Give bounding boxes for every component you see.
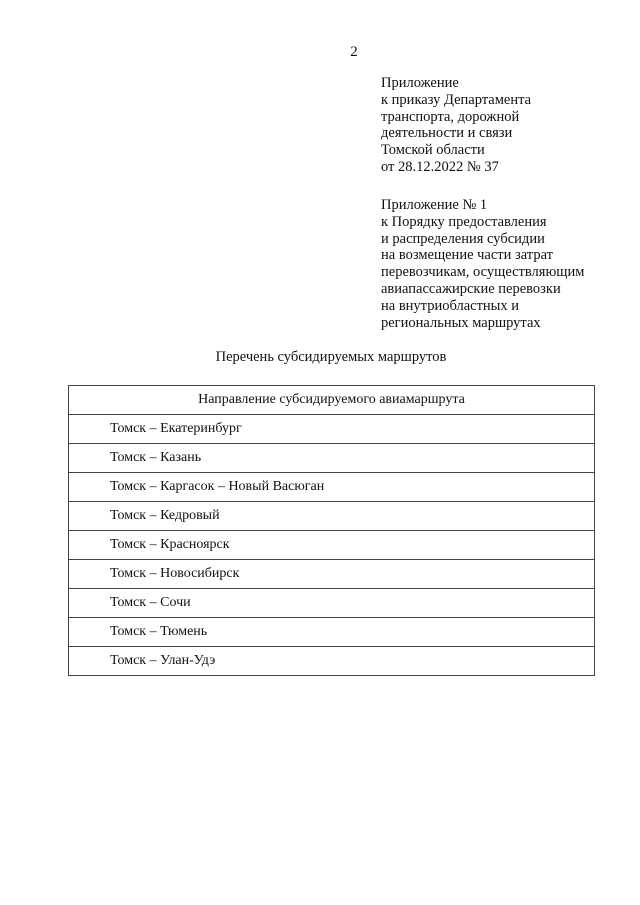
- annex-line: и распределения субсидии: [381, 230, 545, 247]
- table-header-cell: Направление субсидируемого авиамаршрута: [69, 386, 595, 415]
- appendix-line: Томской области: [381, 142, 485, 159]
- route-cell: Томск – Казань: [69, 444, 595, 473]
- annex-line: к Порядку предоставления: [381, 213, 547, 230]
- table-row: [69, 502, 595, 531]
- appendix-line: деятельности и связи: [381, 125, 513, 142]
- route-cell: Томск – Улан-Удэ: [69, 647, 595, 676]
- appendix-line: Приложение: [381, 75, 459, 91]
- annex-header: [381, 197, 584, 331]
- table-row: [69, 444, 595, 473]
- table-row: [69, 647, 595, 676]
- annex-line: Приложение № 1: [381, 197, 488, 213]
- route-cell: Томск – Сочи: [69, 589, 595, 618]
- table-row: [69, 531, 595, 560]
- annex-line: на возмещение части затрат: [381, 247, 553, 264]
- route-cell: Томск – Тюмень: [69, 618, 595, 647]
- route-cell: Томск – Красноярск: [69, 531, 595, 560]
- annex-line: на внутриобластных и: [381, 297, 520, 314]
- appendix-line: транспорта, дорожной: [381, 108, 520, 125]
- table-row: [69, 618, 595, 647]
- annex-line: авиапассажирские перевозки: [381, 280, 561, 297]
- annex-line: региональных маршрутах: [381, 314, 541, 331]
- annex-line: перевозчикам, осуществляющим: [381, 264, 585, 281]
- table-row: [69, 473, 595, 502]
- route-cell: Томск – Кедровый: [69, 502, 595, 531]
- appendix-line: от 28.12.2022 № 37: [381, 158, 499, 175]
- appendix-header: [381, 75, 531, 176]
- table-row: [69, 415, 595, 444]
- table-row: [69, 589, 595, 618]
- route-cell: Томск – Новосибирск: [69, 560, 595, 589]
- table-header-row: [69, 386, 595, 415]
- routes-table: [68, 385, 595, 676]
- appendix-line: к приказу Департамента: [381, 91, 532, 108]
- table-row: [69, 560, 595, 589]
- page-number: 2: [350, 44, 358, 60]
- list-title: Перечень субсидируемых маршрутов: [215, 349, 447, 365]
- route-cell: Томск – Екатеринбург: [69, 415, 595, 444]
- route-cell: Томск – Каргасок – Новый Васюган: [69, 473, 595, 502]
